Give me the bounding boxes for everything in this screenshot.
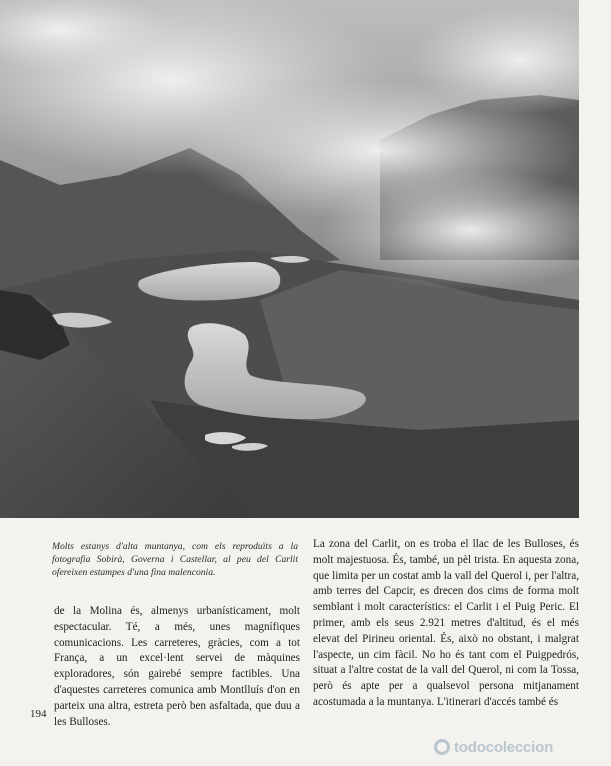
page-number: 194 (30, 708, 47, 720)
watermark-logo-icon (434, 739, 450, 755)
watermark (434, 736, 604, 758)
right-column-text (313, 537, 579, 711)
left-paragraph: de la Molina és, almenys urbanísticament, molt espectacular. Té, a més, unes magnífiques comunicacions. Les carreteres, gràcies, com a tot França, a un excel·lent servei de màquines exploradores, són gairebé sempre factibles. Una d'aquestes carreteres comunica amb Montlluís d'on en parteix una altra, estreta però ben asfaltada, que duu a les Bulloses. (54, 605, 300, 728)
left-column-text (54, 604, 300, 730)
photo-caption: Molts estanys d'alta muntanya, com els reproduïts a la fotografia Sobirà, Governa i Castellar, al peu del Carlit ofereixen estampes d'una fina malenconia. (52, 541, 298, 579)
right-paragraph: La zona del Carlit, on es troba el llac de les Bulloses, és molt majestuosa. És, també, un pèl trista. En aquesta zona, que limita per un costat amb la vall del Querol i, per l'altra, amb terres del Capcir, es drecen dos cims de forma molt semblant i molt característics: el Carlit i el Puig Peric. El primer, amb els seus 2.921 metres d'altitud, és el més elevat del Pirineu oriental. És, això no obstant, i malgrat l'aspecte, un cim fàcil. No ho és tant com el Puigpedrós, situat a l'altre costat de la vall del Querol, ni com la Tossa, però és apte per a qualsevol persona mitjanament acostumada a la muntanya. L'itinerari d'accés també és (313, 538, 579, 708)
watermark-text: todocoleccion (454, 738, 554, 756)
